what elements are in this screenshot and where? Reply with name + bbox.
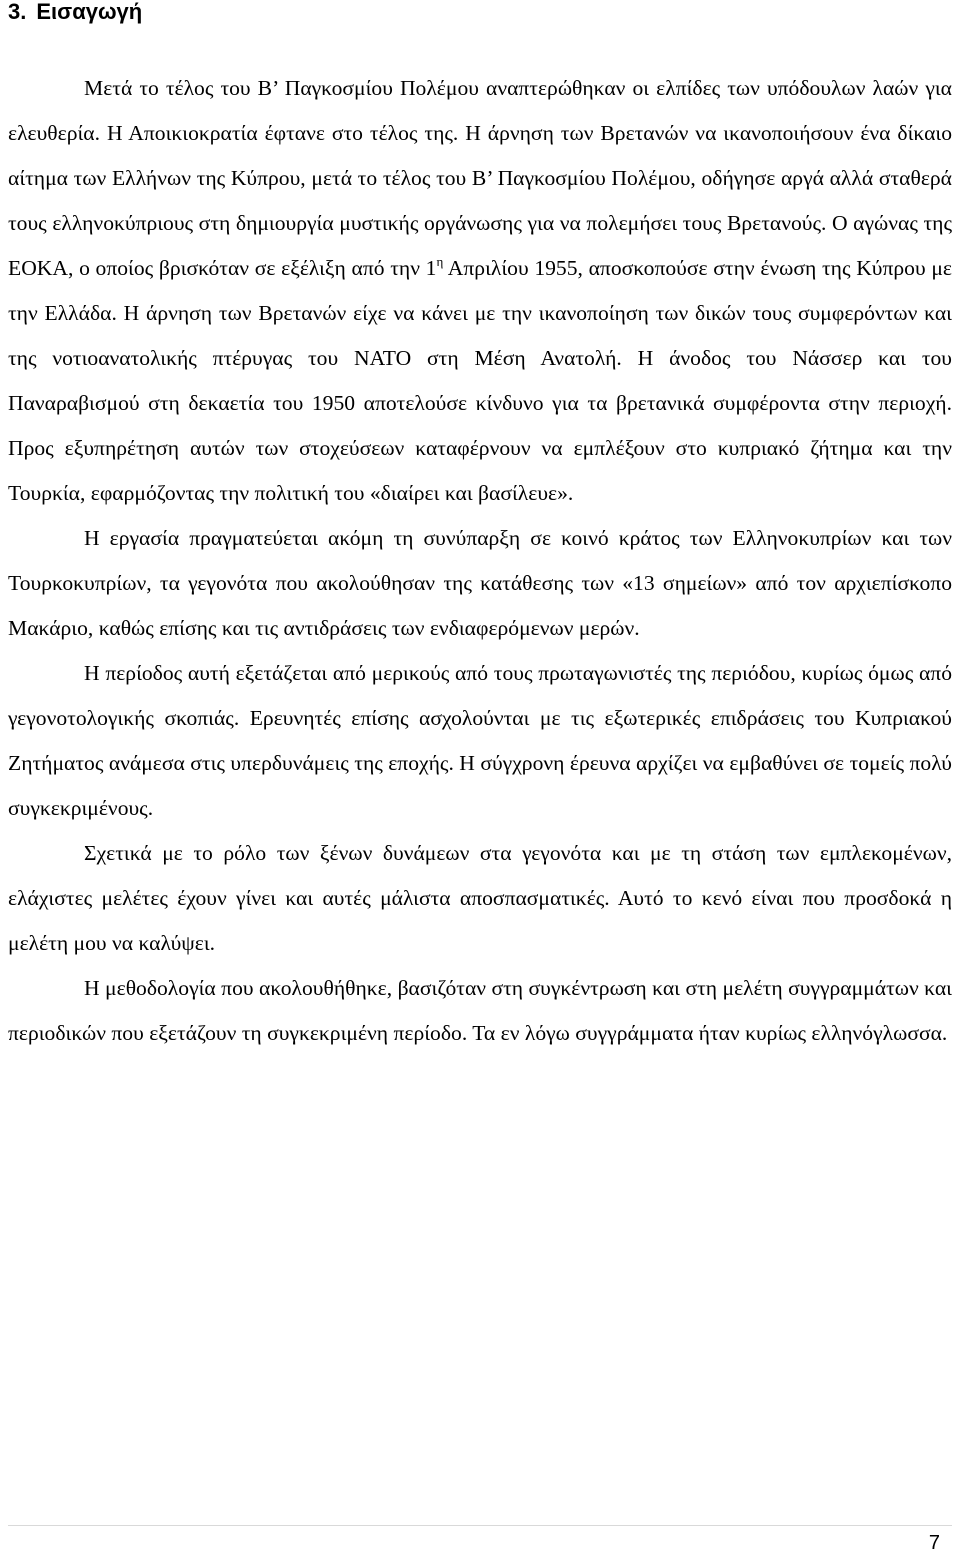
paragraph-1-part-2: Απριλίου 1955, αποσκοπούσε στην ένωση της Κύπρου με την Ελλάδα. Η άρνηση των Βρετανών είχε να κάνει με την ικανοποίηση των δικών τους συμφερόντων και της νοτιοανατολικής πτέρυγας του ΝΑΤΟ στη Μέση Ανατολή. Η άνοδος του Νάσσερ και του Παναραβισμού στη δεκαετία του 1950 αποτελούσε κίνδυνο για τα βρετανικά συμφέροντα στην περιοχή. Προς εξυπηρέτηση αυτών των στοχεύσεων καταφέρνουν να εμπλέξουν στο κυπριακό ζήτημα και την Τουρκία, εφαρμόζοντας την πολιτική του «διαίρει και βασίλευε». (8, 256, 952, 505)
paragraph-3: Η περίοδος αυτή εξετάζεται από μερικούς από τους πρωταγωνιστές της περιόδου, κυρίως όμως από γεγονοτολογικής σκοπιάς. Ερευνητές επίσης ασχολούνται με τις εξωτερικές επιδράσεις του Κυπριακού Ζητήματος ανάμεσα στις υπερδυνάμεις της εποχής. Η σύγχρονη έρευνα αρχίζει να εμβαθύνει σε τομείς πολύ συγκεκριμένους. (8, 661, 952, 820)
ordinal-superscript: η (436, 254, 444, 269)
paragraph-1-part-1: Μετά το τέλος του Β’ Παγκοσμίου Πολέμου αναπτερώθηκαν οι ελπίδες των υπόδουλων λαών για ελευθερία. Η Αποικιοκρατία έφτανε στο τέλος της. Η άρνηση των Βρετανών να ικανοποιήσουν ένα δίκαιο αίτημα των Ελλήνων της Κύπρου, μετά το τέλος του Β’ Παγκοσμίου Πολέμου, οδήγησε αργά αλλά σταθερά τους ελληνοκύπριους στη δημιουργία μυστικής οργάνωσης για να πολεμήσει τους Βρετανούς. Ο αγώνας της ΕΟΚΑ, ο οποίος βρισκόταν σε εξέλιξη από την 1 (8, 76, 952, 280)
footer-divider (8, 1525, 952, 1526)
section-title: Εισαγωγή (36, 0, 143, 24)
paragraph-5: Η μεθοδολογία που ακολουθήθηκε, βασιζόταν στη συγκέντρωση και στη μελέτη συγγραμμάτων και περιοδικών που εξετάζουν τη συγκεκριμένη περίοδο. Τα εν λόγω συγγράμματα ήταν κυρίως ελληνόγλωσσα. (8, 976, 952, 1045)
page-number: 7 (928, 1532, 940, 1554)
section-number: 3. (8, 0, 27, 24)
section-heading (8, 0, 142, 26)
paragraph-4: Σχετικά με το ρόλο των ξένων δυνάμεων στα γεγονότα και με τη στάση των εμπλεκομένων, ελάχιστες μελέτες έχουν γίνει και αυτές μάλιστα αποσπασματικές. Αυτό το κενό είναι που προσδοκά η μελέτη μου να καλύψει. (8, 841, 952, 955)
body-text (8, 66, 952, 1056)
paragraph-2: Η εργασία πραγματεύεται ακόμη τη συνύπαρξη σε κοινό κράτος των Ελληνοκυπρίων και των Τουρκοκυπρίων, τα γεγονότα που ακολούθησαν της κατάθεσης των «13 σημείων» από τον αρχιεπίσκοπο Μακάριο, καθώς επίσης και τις αντιδράσεις των ενδιαφερόμενων μερών. (8, 526, 952, 640)
paragraph-1 (8, 66, 952, 516)
